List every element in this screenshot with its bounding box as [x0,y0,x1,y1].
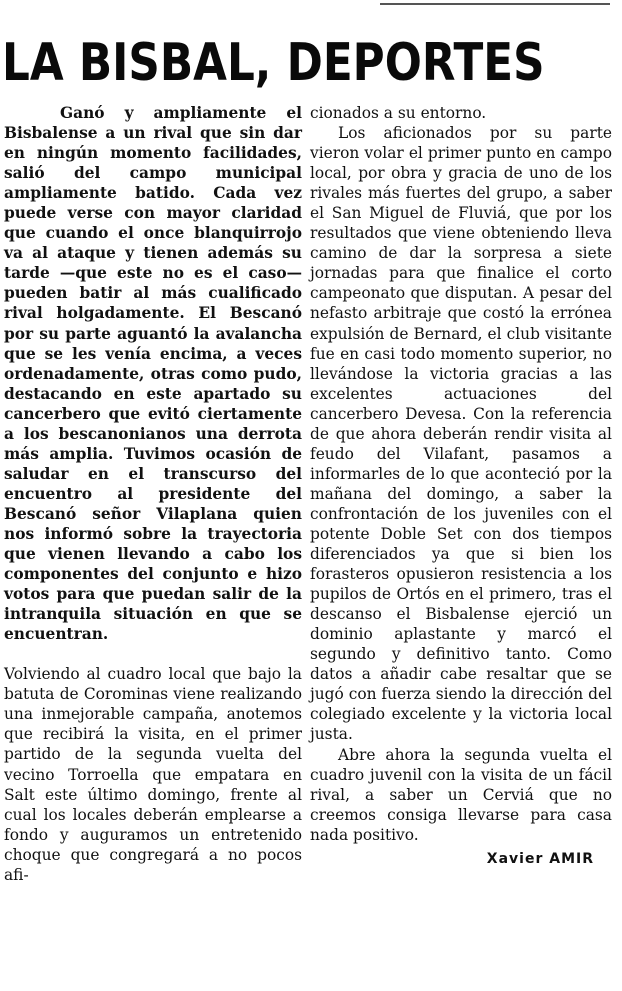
top-rule [380,3,610,5]
headline: LA BISBAL, DEPORTES [2,33,545,93]
article-column-left [4,103,302,885]
article-paragraph-continuation: cionados a su entorno. [310,104,487,122]
byline: Xavier AMIR [486,850,594,867]
article-paragraph: Ganó y ampliamente el Bisbalense a un rival que sin dar en ningún momento facilidades, salió del campo municipal ampliamente batido. Cada vez puede verse con mayor claridad que cuando el once blanquirrojo va al ataque y tienen además su tarde —que este no es el caso— pueden batir al más cualificado rival holgadamente. El Bescanó por su parte aguantó la avalancha que se les venía encima, a veces ordenadamente, otras como pudo, destacando en este apartado su cancerbero que evitó ciertamente a los bescanonianos una derrota más amplia. Tuvimos ocasión de saludar en el transcurso del encuentro al presidente del Bescanó señor Vilaplana quien nos informó sobre la trayectoria que vienen llevando a cabo los componentes del conjunto e hizo votos para que puedan salir de la intranquila situación en que se encuentran. [4,104,302,644]
article-paragraph: Los aficionados por su parte vieron volar el primer punto en campo local, por obra y gracia de uno de los rivales más fuertes del grupo, a saber el San Miguel de Fluviá, que por los resultados que viene obteniendo lleva camino de dar la sorpresa a siete jornadas para que finalice el corto campeonato que disputan. A pesar del nefasto arbitraje que costó la errónea expulsión de Bernard, el club visitante fue en casi todo momento superior, no llevándose la victoria gracias a las excelentes actuaciones del cancerbero Devesa. Con la referencia de que ahora deberán rendir visita al feudo del Vilafant, pasamos a informarles de lo que aconteció por la mañana del domingo, a saber la confrontación de los juveniles con el potente Doble Set con dos tiempos diferenciados ya que si bien los forasteros opusieron resistencia a los pupilos de Ortós en el primero, tras el descanso el Bisbalense ejerció un dominio aplastante y marcó el segundo y definitivo tanto. Como datos a añadir cabe resaltar que se jugó con fuerza siendo la dirección del colegiado excelente y la victoria local justa. [310,124,612,744]
article-column-right [310,103,612,869]
article-paragraph: Abre ahora la segunda vuelta el cuadro juvenil con la visita de un fácil rival, a saber un Cerviá que no creemos consiga llevarse para casa nada positivo. [310,745,612,844]
article-paragraph: Volviendo al cuadro local que bajo la batuta de Corominas viene realizando una inmejorable campaña, anotemos que recibirá la visita, en el primer partido de la segunda vuelta del vecino Torroella que empatara en Salt este último domingo, frente al cual los locales deberán emplearse a fondo y auguramos un entretenido choque que congregará a no pocos afi- [4,665,302,884]
